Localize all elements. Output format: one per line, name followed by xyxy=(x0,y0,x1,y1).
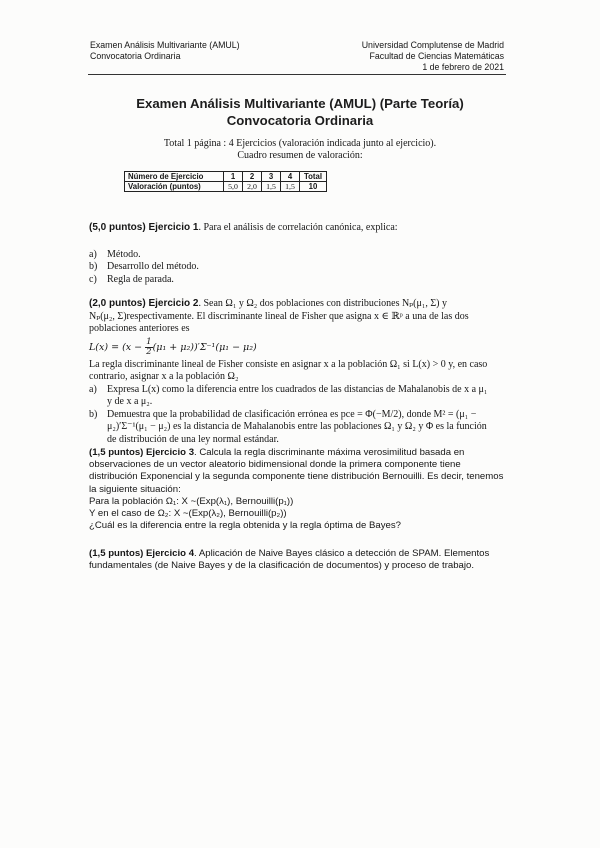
list-item: c) Regla de parada. xyxy=(89,273,174,285)
intro xyxy=(0,138,600,162)
exercise-4-points: (1,5 puntos) Ejercicio 4 xyxy=(89,548,195,559)
title-line-1: Examen Análisis Multivariante (AMUL) (Parte Teoría) xyxy=(136,96,464,111)
population-2: Y en el caso de Ω₂: X ~(Exp(λ₂), Bernouilli(p₂)) xyxy=(89,508,287,520)
exercise-2 xyxy=(89,298,521,446)
table-cell: 3 xyxy=(262,172,281,182)
exercise-2-line-2: Nₚ(μ₂, Σ)respectivamente. El discriminante lineal de Fisher que asigna x ∈ ℝᵖ a una de las dos xyxy=(89,310,469,322)
list-item: a) Método. xyxy=(89,248,141,260)
table-cell: 2,0 xyxy=(243,182,262,192)
table-cell: 1,5 xyxy=(262,182,281,192)
table-cell: 1,5 xyxy=(281,182,300,192)
fisher-formula: L(x) = (x − $\frac{1}{2}$ (μ₁ + μ₂))′Σ⁻¹(μ₁ − μ₂) xyxy=(89,336,257,357)
table-row-label: Número de Ejercicio xyxy=(125,172,224,182)
table-cell: 10 xyxy=(300,182,327,192)
table-cell: 1 xyxy=(224,172,243,182)
exercise-2-rule-2: contrario, asignar x a la población Ω₂ xyxy=(89,371,239,382)
exercise-1-text: . Para el análisis de correlación canónica, explica: xyxy=(198,222,398,233)
exam-title xyxy=(0,95,600,129)
fraction-one-half: $\frac{1}{2}$ xyxy=(146,336,152,357)
exercise-2-points: (2,0 puntos) Ejercicio 2 xyxy=(89,298,199,309)
header-faculty: Facultad de Ciencias Matemáticas xyxy=(369,51,504,61)
exercise-2-line-1: (2,0 puntos) Ejercicio 2. Sean Ω₁ y Ω₂ dos poblaciones con distribuciones Nₚ(μ₁, Σ) y xyxy=(89,298,448,309)
table-row xyxy=(125,182,327,192)
exercise-1 xyxy=(89,222,521,286)
exercise-4: (1,5 puntos) Ejercicio 4. Aplicación de Naive Bayes clásico a detección de SPAM. Elementos fundamentales (de Naive Bayes y de la clasificación de documentos) y proceso de trabajo. xyxy=(89,548,490,572)
header-university: Universidad Complutense de Madrid xyxy=(361,40,504,50)
header-left xyxy=(90,40,240,62)
table-row xyxy=(125,172,327,182)
summary-table xyxy=(124,171,327,192)
exercise-1-statement xyxy=(89,222,521,235)
table-cell: 5,0 xyxy=(224,182,243,192)
table-cell: 2 xyxy=(243,172,262,182)
exercise-2-line-3: poblaciones anteriores es xyxy=(89,323,190,334)
table-cell: 4 xyxy=(281,172,300,182)
header-divider xyxy=(88,74,506,75)
table-row-label: Valoración (puntos) xyxy=(125,182,224,192)
header-course: Examen Análisis Multivariante (AMUL) xyxy=(90,40,240,50)
exercise-3: (1,5 puntos) Ejercicio 3. Calcula la regla discriminante máxima verosimilitud basada en observaciones de un vector aleatorio bidimensional donde la primera componente tiene distribución Exponencial y la segunda componente tiene distribución Bernouilli. Es decir, tenemos la siguiente situación: Para la población Ω₁: X ~(Exp(λ₁), Bernouilli(p₁)) Y en el caso de Ω₂: X ~(Exp(λ₂), Bernouilli(p₂)) ¿Cuál es la diferencia entre la regla obtenida y la regla óptima de Bayes? xyxy=(89,447,521,532)
population-1: Para la población Ω₁: X ~(Exp(λ₁), Bernouilli(p₁)) xyxy=(89,495,294,507)
exercise-1-points: (5,0 puntos) Ejercicio 1 xyxy=(89,222,199,233)
header-right xyxy=(362,40,504,73)
list-item: b) Demuestra que la probabilidad de clasificación errónea es pce = Φ(−M/2), donde M² = (μ₁ − μ₂)′Σ⁻¹(μ₁ − μ₂) es la distancia de Mahalanobis entre las poblaciones Ω₁ y Ω₂ y Φ es la función de distribución de una ley normal estándar. xyxy=(89,408,487,445)
title-line-2: Convocatoria Ordinaria xyxy=(226,113,374,128)
intro-line-1: Total 1 página : 4 Ejercicios (valoración indicada junto al ejercicio). xyxy=(163,138,437,149)
list-item: b) Desarrollo del método. xyxy=(89,261,199,272)
exercise-2-rule-1: La regla discriminante lineal de Fisher consiste en asignar x a la población Ω₁ si L(x) > 0 y, en caso xyxy=(89,358,488,370)
intro-line-2: Cuadro resumen de valoración: xyxy=(237,150,363,161)
header-session: Convocatoria Ordinaria xyxy=(90,51,181,61)
header-date: 1 de febrero de 2021 xyxy=(422,62,504,72)
table-cell: Total xyxy=(300,172,327,182)
exercise-3-points: (1,5 puntos) Ejercicio 3 xyxy=(89,447,195,458)
list-item: a) Expresa L(x) como la diferencia entre los cuadrados de las distancias de Mahalanobis de x a μ₁ y de x a μ₂. xyxy=(89,383,488,407)
